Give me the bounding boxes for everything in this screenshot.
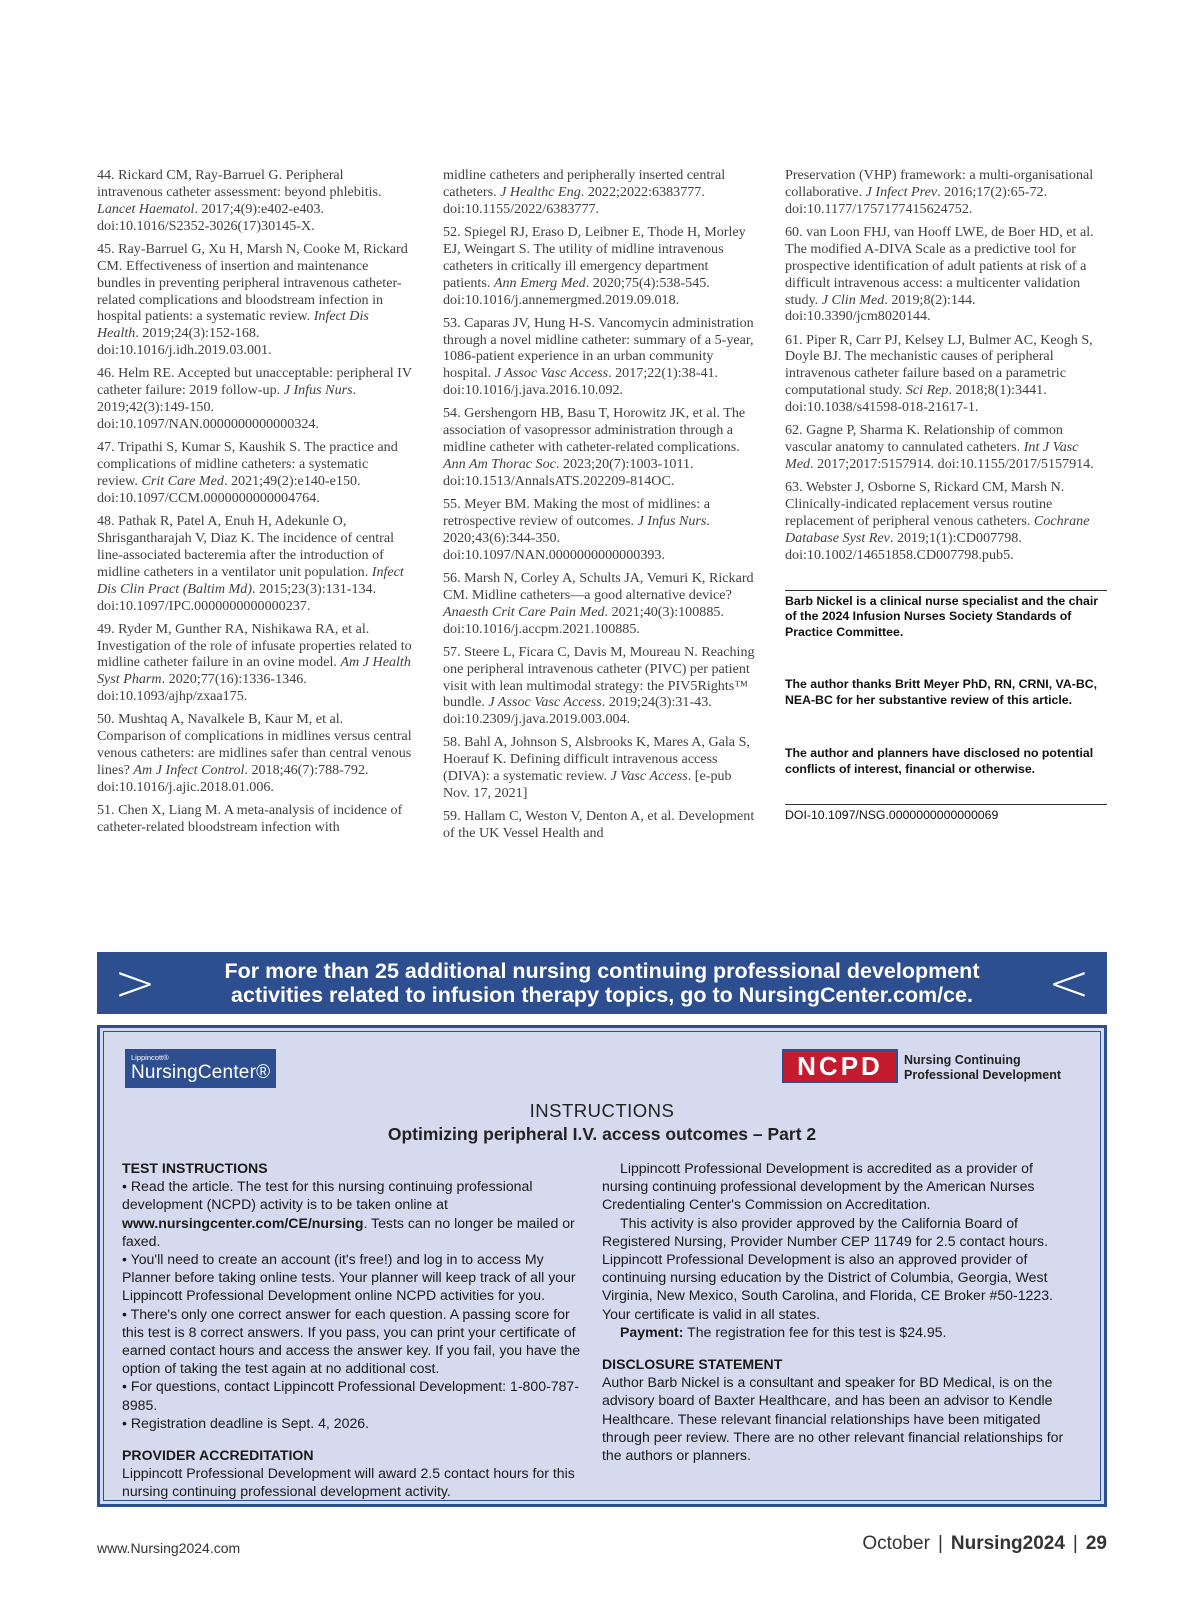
reference-54: 54. Gershengorn HB, Basu T, Horowitz JK, et al. The association of vasopressor administration through a midline catheter with catheter-related complications. Ann Am Thorac Soc. 2023;20(7):1003-1011. doi:10.1513/AnnalsATS.202209-814OC. [443,405,746,489]
accreditation-column [602,1159,1064,1464]
test-instructions-heading: TEST INSTRUCTIONS [122,1160,268,1176]
ncpd-text-line-2: Professional Development [904,1067,1061,1082]
left-arrow-icon: < [1048,954,1090,1012]
reference-63: 63. Webster J, Osborne S, Rickard CM, Marsh N. Clinically-indicated replacement versus routine replacement of peripheral venous catheters. Cochrane Database Syst Rev. 2019;1(1):CD007798. doi:10.1002/14651858.CD007798.pub5. [785,479,1090,563]
promo-banner[interactable] [97,952,1107,1014]
ncpd-logo-text [904,1053,1061,1082]
ce-instructions-box [97,1025,1107,1507]
reference-51-cont: midline catheters and peripherally inserted central catheters. J Healthc Eng. 2022;2022:6383777. doi:10.1155/2022/6383777. [443,167,726,217]
reference-53: 53. Caparas JV, Hung H-S. Vancomycin administration through a novel midline catheter: summary of a 5-year, 1086-patient experience in an urban community hospital. J Assoc Vasc Access. 2017;22(1):38-41. doi:10.1016/j.java.2016.10.092. [443,314,754,399]
reference-57: 57. Steere L, Ficara C, Davis M, Moureau N. Reaching one peripheral intravenous catheter (PIVC) per patient visit with lean multimodal strategy: the PIV5Rights™ bundle. J Assoc Vasc Access. 2019;24(3):31-43. doi:10.2309/j.java.2019.003.004. [443,643,755,728]
reference-46: 46. Helm RE. Accepted but unacceptable: peripheral IV catheter failure: 2019 follow-up. J Infus Nurs. 2019;42(3):149-150. doi:10.1097/NAN.0000000000000324. [97,365,412,433]
instructions-title: INSTRUCTIONS [529,1100,675,1121]
ncpd-text-line-1: Nursing Continuing [904,1053,1021,1067]
accreditation-paragraph-1: Lippincott Professional Development is accredited as a provider of nursing continuing professional development by the American Nurses Credentialing Center's Commission on Accreditation. [602,1160,1035,1213]
test-bullet-3: • There's only one correct answer for each question. A passing score for this test is 8 correct answers. If you pass, you can print your certificate of earned contact hours and access the answer key. If you fail, you have the option of taking the test again at no additional cost. [122,1305,581,1377]
reference-47: 47. Tripathi S, Kumar S, Kaushik S. The practice and complications of midline catheters: a systematic review. Crit Care Med. 2021;49(2):e140-e150. doi:10.1097/CCM.0000000000004764. [97,439,398,506]
references-column-2 [443,167,758,848]
reference-48: 48. Pathak R, Patel A, Enuh H, Adekunle O, Shrisgantharajah V, Diaz K. The incidence of central line-associated bacteremia after the introduction of midline catheters in a ventilator unit population. Infect Dis Clin Pract (Baltim Md). 2015;23(3):131-134. doi:10.1097/IPC.0000000000000237. [97,512,404,614]
article-doi: DOI-10.1097/NSG.0000000000000069 [785,808,999,823]
accreditation-paragraph-2: This activity is also provider approved by the California Board of Registered Nursing, Provider Number CEP 11749 for 2.5 contact hours. Lippincott Professional Development is also an approved provider of continuing nursing education by the District of Columbia, Georgia, West Virginia, New Mexico, South Carolina, and Florida, CE Broker #50-1223. Your certificate is valid in all states. [602,1214,1053,1322]
disclosure-text: Author Barb Nickel is a consultant and speaker for BD Medical, is on the advisory board of Baxter Healthcare, and has been an advisor to Kendle Healthcare. These relevant financial relationships have been mitigated through peer review. There are no other relevant financial relationships for the authors or planners. [602,1374,1064,1464]
footer-issue-info [862,1533,1107,1555]
disclosure-heading: DISCLOSURE STATEMENT [602,1356,783,1373]
logo-nursingcenter-label: NursingCenter® [131,1062,271,1083]
references-column-1 [97,167,412,842]
footer-separator: | [1072,1533,1078,1554]
ncpd-logo: NCPD [782,1049,898,1083]
nursingcenter-ce-link[interactable]: www.nursingcenter.com/CE/nursing [122,1214,364,1231]
reference-44: 44. Rickard CM, Ray-Barruel G. Peripheral intravenous catheter assessment: beyond phlebitis. Lancet Haematol. 2017;4(9):e402-e403. doi:10.1016/S2352-3026(17)30145-X. [97,167,382,234]
reference-50: 50. Mushtaq A, Navalkele B, Kaur M, et al. Comparison of complications in midlines versus central venous catheters: are midlines safer than central venous lines? Am J Infect Control. 2018;46(7):788-792. doi:10.1016/j.ajic.2018.01.006. [97,711,412,795]
reference-58: 58. Bahl A, Johnson S, Alsbrooks K, Mares A, Gala S, Hoerauf K. Defining difficult intravenous access (DIVA): a systematic review. J Vasc Access. [e-pub Nov. 17, 2021] [443,734,750,802]
author-thanks: The author thanks Britt Meyer PhD, RN, CRNI, VA-BC, NEA-BC for her substantive review of this article. [785,677,1098,707]
reference-59: 59. Hallam C, Weston V, Denton A, et al. Development of the UK Vessel Health and [443,808,755,842]
test-bullet-2: • You'll need to create an account (it's free!) and log in to access My Planner before taking online tests. Your planner will keep track of all your Lippincott Professional Development online NCPD activities for you. [122,1251,576,1304]
reference-59-cont: Preservation (VHP) framework: a multi-organisational collaborative. J Infect Prev. 2016;17(2):65-72. doi:10.1177/1757177415624752. [785,167,1094,217]
footer-page-number: 29 [1085,1533,1107,1554]
reference-49: 49. Ryder M, Gunther RA, Nishikawa RA, et al. Investigation of the role of infusate properties related to midline catheter failure in an ovine model. Am J Health Syst Pharm. 2020;77(16):1336-1346. doi:10.1093/ajhp/zxaa175. [97,620,412,705]
nursingcenter-logo [125,1049,276,1088]
reference-56: 56. Marsh N, Corley A, Schults JA, Vemuri K, Rickard CM. Midline catheters—a good alternative device? Anaesth Crit Care Pain Med. 2021;40(3):100885. doi:10.1016/j.accpm.2021.100885. [443,569,754,637]
footer-website[interactable]: www.Nursing2024.com [97,1540,241,1556]
test-bullet-4: • For questions, contact Lippincott Professional Development: 1-800-787-8985. [122,1378,579,1413]
footer-month: October [862,1533,930,1554]
references-section [97,167,1107,857]
provider-accreditation-heading: PROVIDER ACCREDITATION [122,1447,314,1464]
reference-60: 60. van Loon FHJ, van Hooff LWE, de Boer HD, et al. The modified A-DIVA Scale as a predictive tool for prospective identification of adult patients at risk of a difficult intravenous access: a multicenter validation study. J Clin Med. 2019;8(2):144. doi:10.3390/jcm8020144. [785,223,1094,325]
reference-61: 61. Piper R, Carr PJ, Kelsey LJ, Bulmer AC, Keogh S, Doyle BJ. The mechanistic causes of peripheral intravenous catheter failure based on a parametric computational study. Sci Rep. 2018;8(1):3441. doi:10.1038/s41598-018-21617-1. [785,331,1093,416]
reference-62: 62. Gagne P, Sharma K. Relationship of common vascular anatomy to cannulated catheters. Int J Vasc Med. 2017;2017:5157914. doi:10.1155/2017/5157914. [785,422,1094,473]
divider [785,804,1107,805]
test-bullet-1: • Read the article. The test for this nursing continuing professional development (NCPD) activity is to be taken online at www.nursingcenter.com/CE/nursing. Tests can no longer be mailed or faxed. [122,1178,575,1249]
spacer [602,1341,1064,1355]
spacer [122,1432,584,1446]
provider-accreditation-text: Lippincott Professional Development will award 2.5 contact hours for this nursing continuing professional development activity. [122,1465,575,1500]
ce-box-inner-border [103,1031,1101,1501]
reference-52: 52. Spiegel RJ, Eraso D, Leibner E, Thode H, Morley EJ, Weingart S. The utility of midline intravenous catheters in critically ill emergency department patients. Ann Emerg Med. 2020;75(4):538-545. doi:10.1016/j.annemergmed.2019.09.018. [443,223,746,308]
references-column-3 [785,167,1107,824]
right-arrow-icon: > [114,954,156,1012]
test-instructions-column [122,1159,584,1501]
divider [785,590,1107,591]
promo-banner-text [197,960,1007,1007]
promo-line-2: activities related to infusion therapy topics, go to NursingCenter.com/ce. [231,982,973,1007]
test-bullet-5: • Registration deadline is Sept. 4, 2026. [122,1414,370,1431]
reference-51: 51. Chen X, Liang M. A meta-analysis of incidence of catheter-related bloodstream infection with [97,802,403,835]
footer-separator: | [937,1533,943,1554]
author-bio: Barb Nickel is a clinical nurse specialist and the chair of the 2024 Infusion Nurses Society Standards of Practice Committee. [785,593,1099,639]
logo-lippincott-label: Lippincott® [131,1053,169,1062]
reference-55: 55. Meyer BM. Making the most of midlines: a retrospective review of outcomes. J Infus Nurs. 2020;43(6):344-350. doi:10.1097/NAN.0000000000000393. [443,496,710,563]
instructions-subtitle: Optimizing peripheral I.V. access outcomes – Part 2 [387,1124,817,1144]
footer-magazine: Nursing2024 [950,1533,1065,1554]
payment-info: Payment: The registration fee for this test is $24.95. [620,1323,947,1340]
promo-line-1: For more than 25 additional nursing continuing professional development [224,959,980,983]
disclosure-note: The author and planners have disclosed no potential conflicts of interest, financial or otherwise. [785,746,1094,776]
reference-45: 45. Ray-Barruel G, Xu H, Marsh N, Cooke M, Rickard CM. Effectiveness of insertion and maintenance bundles in preventing peripheral intravenous catheter-related complications and bloodstream infection in hospital patients: a systematic review. Infect Dis Health. 2019;24(3):152-168. doi:10.1016/j.idh.2019.03.001. [97,240,408,359]
